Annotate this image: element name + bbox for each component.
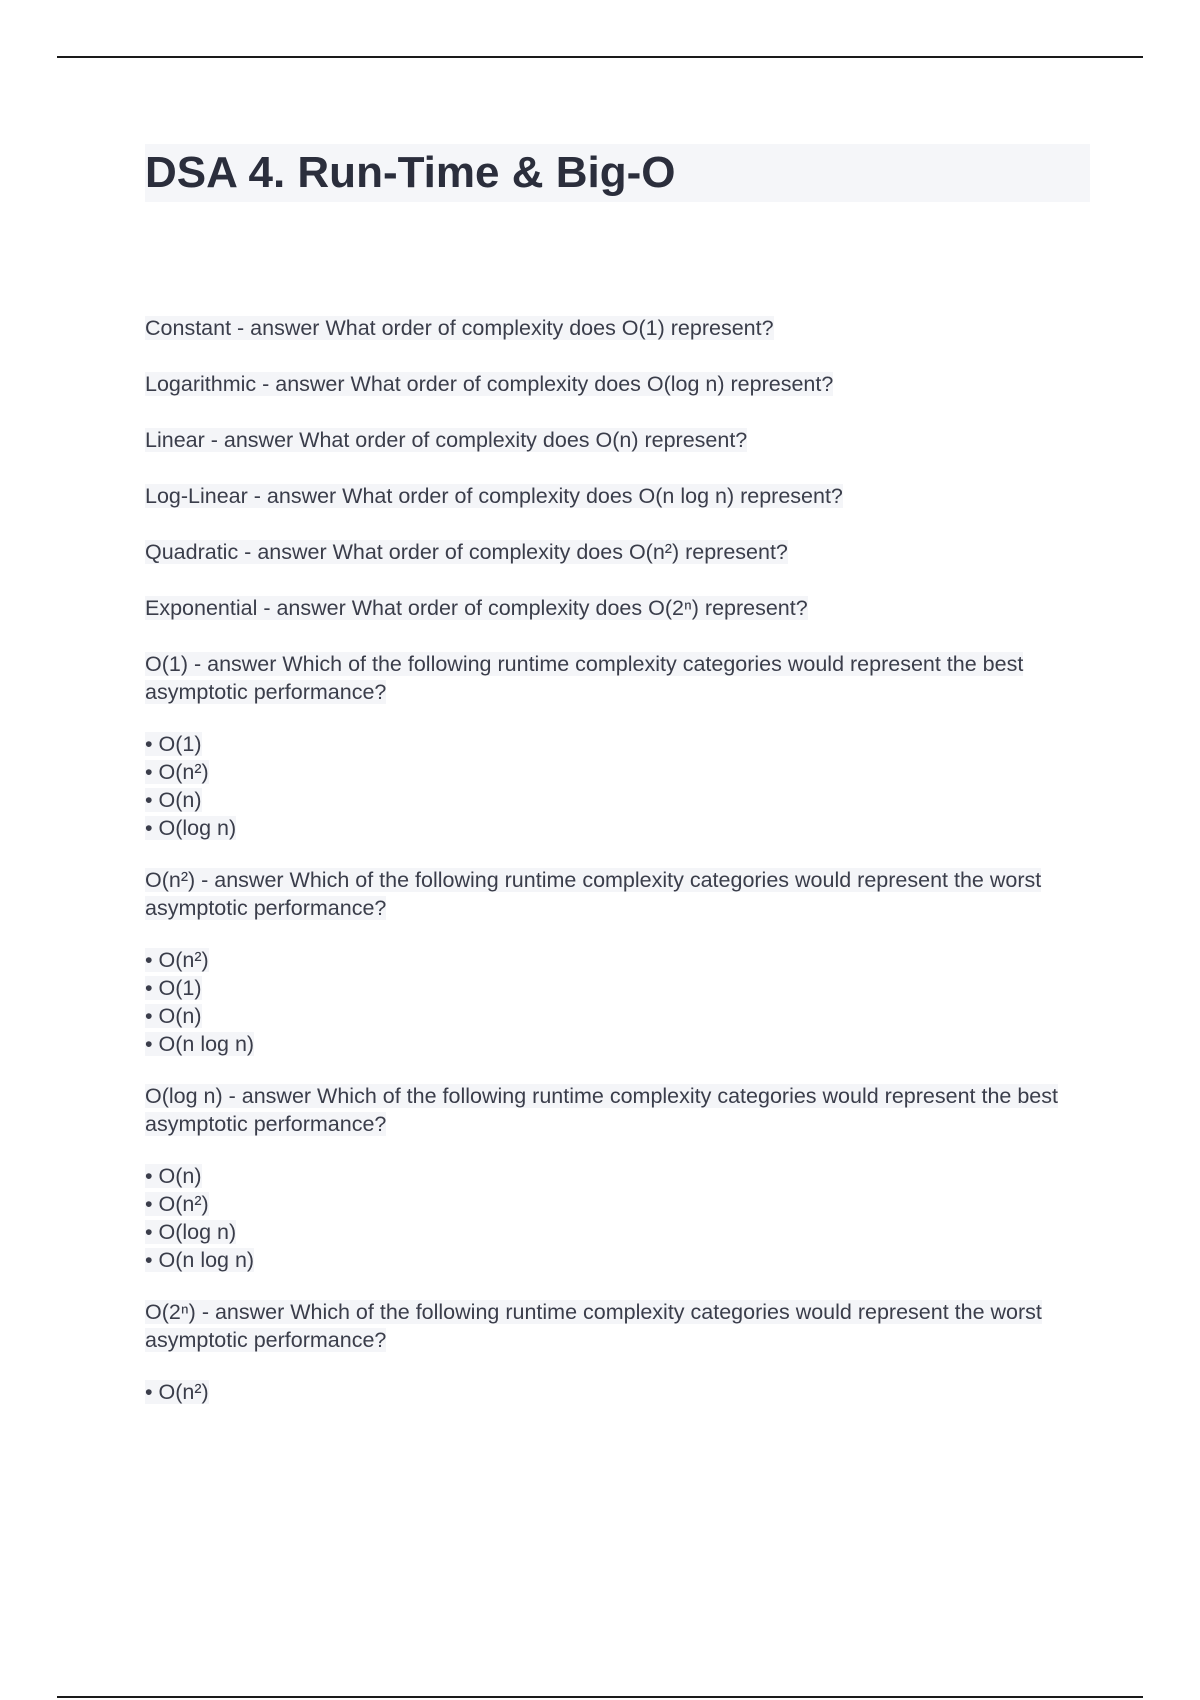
qa-text: O(n²) - answer Which of the following runtime complexity categories would represent the worst asymptotic performance?	[145, 868, 1042, 920]
option-text: • O(n²)	[145, 760, 209, 784]
option-text: • O(n²)	[145, 1192, 209, 1216]
option-text: • O(1)	[145, 732, 202, 756]
qa-item	[145, 538, 1090, 566]
option-text: • O(log n)	[145, 816, 237, 840]
option-item	[145, 730, 1090, 758]
qa-item	[145, 482, 1090, 510]
qa-item	[145, 1082, 1090, 1138]
option-item	[145, 1190, 1090, 1218]
qa-item	[145, 314, 1090, 342]
qa-text: O(log n) - answer Which of the following runtime complexity categories would represent the best asymptotic performance?	[145, 1084, 1058, 1136]
qa-item	[145, 370, 1090, 398]
option-list	[145, 730, 1090, 842]
document-body	[145, 144, 1090, 1430]
option-item	[145, 1162, 1090, 1190]
qa-text: Quadratic - answer What order of complexity does O(n²) represent?	[145, 540, 788, 564]
option-list	[145, 1162, 1090, 1274]
header-rule	[57, 56, 1143, 58]
option-text: • O(n log n)	[145, 1032, 255, 1056]
qa-text: Exponential - answer What order of complexity does O(2ⁿ) represent?	[145, 596, 808, 620]
qa-text: O(1) - answer Which of the following runtime complexity categories would represent the best asymptotic performance?	[145, 652, 1024, 704]
option-item	[145, 814, 1090, 842]
qa-item	[145, 866, 1090, 922]
option-text: • O(n)	[145, 1004, 202, 1028]
option-item	[145, 1002, 1090, 1030]
option-item	[145, 1378, 1090, 1406]
footer-rule	[57, 1696, 1143, 1698]
qa-list	[145, 314, 1090, 1406]
qa-text: Linear - answer What order of complexity does O(n) represent?	[145, 428, 748, 452]
qa-text: Log-Linear - answer What order of complexity does O(n log n) represent?	[145, 484, 843, 508]
option-item	[145, 786, 1090, 814]
option-list	[145, 1378, 1090, 1406]
option-item	[145, 1030, 1090, 1058]
qa-item	[145, 426, 1090, 454]
qa-item	[145, 594, 1090, 622]
qa-item	[145, 1298, 1090, 1354]
option-text: • O(log n)	[145, 1220, 237, 1244]
option-text: • O(n)	[145, 788, 202, 812]
option-text: • O(1)	[145, 976, 202, 1000]
option-item	[145, 1246, 1090, 1274]
document-title: DSA 4. Run-Time & Big-O	[145, 148, 676, 197]
option-item	[145, 946, 1090, 974]
option-text: • O(n log n)	[145, 1248, 255, 1272]
qa-text: Constant - answer What order of complexity does O(1) represent?	[145, 316, 774, 340]
qa-item	[145, 650, 1090, 706]
option-item	[145, 1218, 1090, 1246]
option-text: • O(n²)	[145, 1380, 209, 1404]
option-text: • O(n²)	[145, 948, 209, 972]
option-item	[145, 758, 1090, 786]
qa-text: O(2ⁿ) - answer Which of the following runtime complexity categories would represent the worst asymptotic performance?	[145, 1300, 1042, 1352]
option-text: • O(n)	[145, 1164, 202, 1188]
qa-text: Logarithmic - answer What order of complexity does O(log n) represent?	[145, 372, 834, 396]
option-item	[145, 974, 1090, 1002]
title-band	[145, 144, 1090, 202]
option-list	[145, 946, 1090, 1058]
